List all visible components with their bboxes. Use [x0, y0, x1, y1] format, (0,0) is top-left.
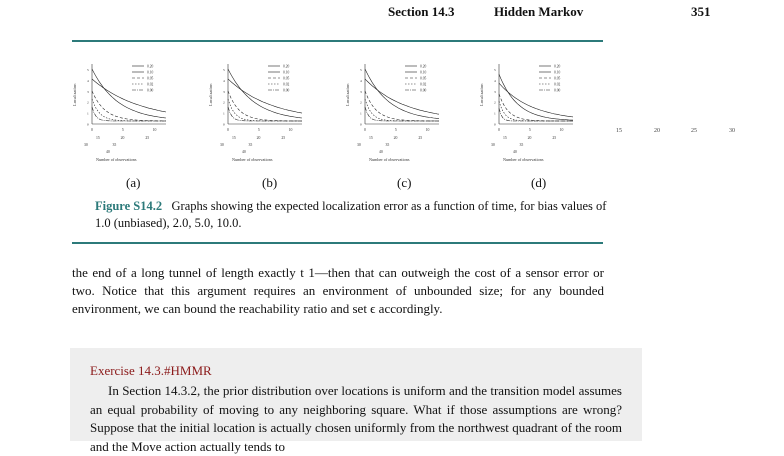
- panel-a-label: (a): [126, 175, 141, 190]
- panel-b: [208, 52, 326, 160]
- y-tick-label: 3: [223, 89, 225, 94]
- series-line: [499, 101, 573, 121]
- series-line: [365, 107, 439, 121]
- panel-b-plot: [208, 52, 326, 160]
- legend-label: 0.02: [420, 82, 427, 87]
- y-axis-label: Localization: [345, 83, 350, 106]
- figure-caption-text: Graphs showing the expected localization error as a function of time, for bias values of 1.0 (unbiased), 2.0, 5.0, 10.0.: [95, 199, 607, 230]
- figure-bottom-rule: [72, 242, 603, 244]
- legend-label: 0.00: [554, 88, 561, 93]
- y-tick-label: 4: [360, 78, 362, 83]
- stray-tick: 30: [729, 128, 735, 134]
- stray-tick: 15: [616, 128, 622, 134]
- x-tick-label: 35: [248, 143, 253, 147]
- x-axis-label: Number of observations: [503, 157, 544, 162]
- legend-label: 0.20: [283, 64, 290, 69]
- legend-label: 0.10: [554, 70, 561, 75]
- x-tick-label: 20: [120, 136, 125, 140]
- legend-label: 0.05: [283, 76, 290, 81]
- panel-d-plot: [479, 52, 597, 160]
- y-tick-label: 2: [360, 100, 362, 105]
- x-tick-label: 20: [393, 136, 398, 140]
- series-line: [499, 94, 573, 121]
- y-axis-label: Localization: [208, 83, 213, 106]
- y-tick-label: 5: [360, 67, 362, 72]
- y-tick-label: 1: [87, 111, 89, 116]
- x-axis-label: Number of observations: [369, 157, 410, 162]
- series-line: [499, 83, 573, 117]
- x-tick-label: 40: [242, 150, 246, 154]
- x-tick-label: 15: [96, 136, 100, 140]
- x-tick-label: 5: [394, 128, 397, 132]
- x-tick-label: 0: [227, 128, 229, 132]
- panel-a-plot: [72, 52, 190, 160]
- x-tick-label: 5: [257, 128, 260, 132]
- legend-label: 0.05: [147, 76, 154, 81]
- legend-label: 0.00: [420, 88, 427, 93]
- y-tick-label: 5: [87, 67, 89, 72]
- x-tick-label: 25: [281, 136, 286, 140]
- y-tick-label: 4: [223, 78, 225, 83]
- y-tick-label: 1: [223, 111, 225, 116]
- x-tick-label: 0: [364, 128, 366, 132]
- x-tick-label: 5: [528, 128, 531, 132]
- legend-label: 0.02: [147, 82, 154, 87]
- y-tick-label: 0: [87, 122, 89, 127]
- panel-d: [479, 52, 597, 160]
- y-tick-label: 2: [494, 100, 496, 105]
- x-tick-label: 25: [145, 136, 150, 140]
- series-line: [92, 107, 166, 121]
- x-tick-label: 30: [491, 143, 495, 147]
- legend-label: 0.02: [283, 82, 290, 87]
- y-tick-label: 0: [223, 122, 225, 127]
- panel-b-label: (b): [262, 175, 278, 190]
- y-tick-label: 3: [360, 89, 362, 94]
- x-tick-label: 10: [288, 128, 293, 132]
- x-tick-label: 25: [418, 136, 423, 140]
- figure-top-rule: [72, 40, 603, 42]
- panel-c-label: (c): [397, 175, 412, 190]
- legend-label: 0.02: [554, 82, 561, 87]
- legend-label: 0.10: [420, 70, 427, 75]
- x-tick-label: 10: [152, 128, 157, 132]
- x-tick-label: 35: [385, 143, 390, 147]
- legend-label: 0.05: [420, 76, 427, 81]
- legend-label: 0.00: [283, 88, 290, 93]
- x-tick-label: 40: [379, 150, 383, 154]
- x-tick-label: 10: [559, 128, 564, 132]
- x-tick-label: 15: [369, 136, 373, 140]
- y-tick-label: 0: [360, 122, 362, 127]
- y-tick-label: 1: [494, 111, 496, 116]
- legend-label: 0.20: [147, 64, 154, 69]
- panel-c-plot: [345, 52, 463, 160]
- series-line: [228, 107, 302, 121]
- legend-label: 0.20: [554, 64, 561, 69]
- x-tick-label: 25: [552, 136, 557, 140]
- x-tick-label: 15: [232, 136, 236, 140]
- y-tick-label: 2: [87, 100, 89, 105]
- x-tick-label: 30: [220, 143, 224, 147]
- y-tick-label: 2: [223, 100, 225, 105]
- x-tick-label: 0: [91, 128, 93, 132]
- y-axis-label: Localization: [72, 83, 77, 106]
- series-line: [92, 69, 166, 118]
- x-tick-label: 40: [106, 150, 110, 154]
- exercise-title: Exercise 14.3.#HMMR: [90, 363, 212, 378]
- stray-tick: 25: [691, 128, 697, 134]
- series-line: [365, 79, 439, 114]
- x-tick-label: 20: [527, 136, 532, 140]
- figure-caption-label: Figure S14.2: [95, 199, 163, 213]
- x-tick-label: 30: [357, 143, 361, 147]
- x-tick-label: 0: [498, 128, 500, 132]
- x-tick-label: 35: [112, 143, 117, 147]
- running-header-title: Hidden Markov: [494, 4, 584, 19]
- figure-caption: [95, 198, 615, 232]
- series-line: [92, 99, 166, 121]
- y-axis-label: Localization: [479, 83, 484, 106]
- legend-label: 0.05: [554, 76, 561, 81]
- x-tick-label: 10: [425, 128, 430, 132]
- y-tick-label: 3: [87, 89, 89, 94]
- x-tick-label: 20: [256, 136, 261, 140]
- y-tick-label: 5: [494, 67, 496, 72]
- y-tick-label: 5: [223, 67, 225, 72]
- legend-label: 0.00: [147, 88, 154, 93]
- x-tick-label: 30: [84, 143, 88, 147]
- x-axis-label: Number of observations: [96, 157, 137, 162]
- x-tick-label: 5: [121, 128, 124, 132]
- x-tick-label: 35: [519, 143, 524, 147]
- panel-d-label: (d): [531, 175, 547, 190]
- panel-a: [72, 52, 190, 160]
- exercise-text: In Section 14.3.2, the prior distribution over locations is uniform and the transition model assumes an equal probability of moving to any neighboring square. What if those assumptions are wrong? Suppose that the initial location is actually chosen uniformly from the northwest quadrant of the room and the Move action actually tends to: [90, 383, 622, 454]
- y-tick-label: 4: [87, 78, 89, 83]
- stray-tick: 20: [654, 128, 660, 134]
- y-tick-label: 3: [494, 89, 496, 94]
- x-tick-label: 15: [503, 136, 507, 140]
- y-tick-label: 1: [360, 111, 362, 116]
- legend-label: 0.10: [147, 70, 154, 75]
- x-axis-label: Number of observations: [232, 157, 273, 162]
- panel-c: [345, 52, 463, 160]
- y-tick-label: 4: [494, 78, 496, 83]
- body-paragraph: the end of a long tunnel of length exactly t 1—then that can outweigh the cost of a sensor error or two. Notice that this argument requires an environment of unbounded size; for any bounded environment, we can bound the reachability ratio and set ϵ accordingly.: [72, 265, 604, 316]
- series-line: [365, 91, 439, 121]
- y-tick-label: 0: [494, 122, 496, 127]
- legend-label: 0.10: [283, 70, 290, 75]
- running-header-section: Section 14.3: [388, 4, 455, 19]
- page-number: 351: [691, 4, 711, 19]
- series-line: [365, 69, 439, 119]
- series-line: [228, 79, 302, 113]
- x-tick-label: 40: [513, 150, 517, 154]
- series-line: [92, 79, 166, 112]
- legend-label: 0.20: [420, 64, 427, 69]
